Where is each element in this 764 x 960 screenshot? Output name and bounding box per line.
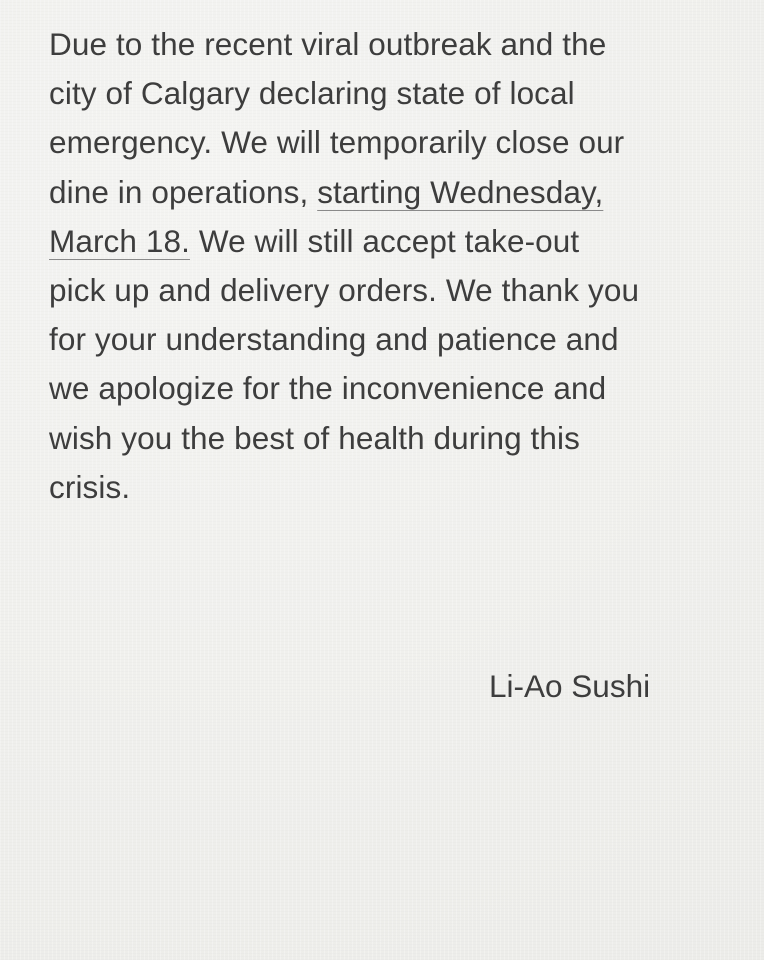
note-text: crisis.	[49, 468, 131, 505]
note-text: emergency. We will temporarily close our	[49, 124, 625, 161]
note-text: for your understanding and patience and	[49, 321, 619, 358]
note-line	[49, 266, 739, 315]
underlined-date-text: starting Wednesday,	[317, 173, 604, 210]
note-text: wish you the best of health during this	[49, 419, 580, 456]
note-text: dine in operations,	[49, 173, 318, 210]
note-line	[49, 69, 739, 118]
note-body	[49, 20, 739, 512]
note-line	[49, 315, 739, 364]
underlined-date-text: March 18.	[49, 222, 190, 259]
note-line	[49, 463, 739, 512]
note-text: We will still accept take-out	[189, 222, 580, 259]
note-line	[49, 414, 739, 463]
note-line	[49, 20, 739, 69]
note-line	[49, 168, 739, 217]
note-text: pick up and delivery orders. We thank you	[49, 272, 640, 309]
note-text: we apologize for the inconvenience and	[49, 370, 607, 407]
note-line	[49, 217, 739, 266]
note-line	[49, 118, 739, 167]
note-line	[49, 364, 739, 413]
signature: Li-Ao Sushi	[489, 668, 651, 704]
note-text: city of Calgary declaring state of local	[49, 75, 575, 112]
note-text: Due to the recent viral outbreak and the	[49, 26, 607, 62]
